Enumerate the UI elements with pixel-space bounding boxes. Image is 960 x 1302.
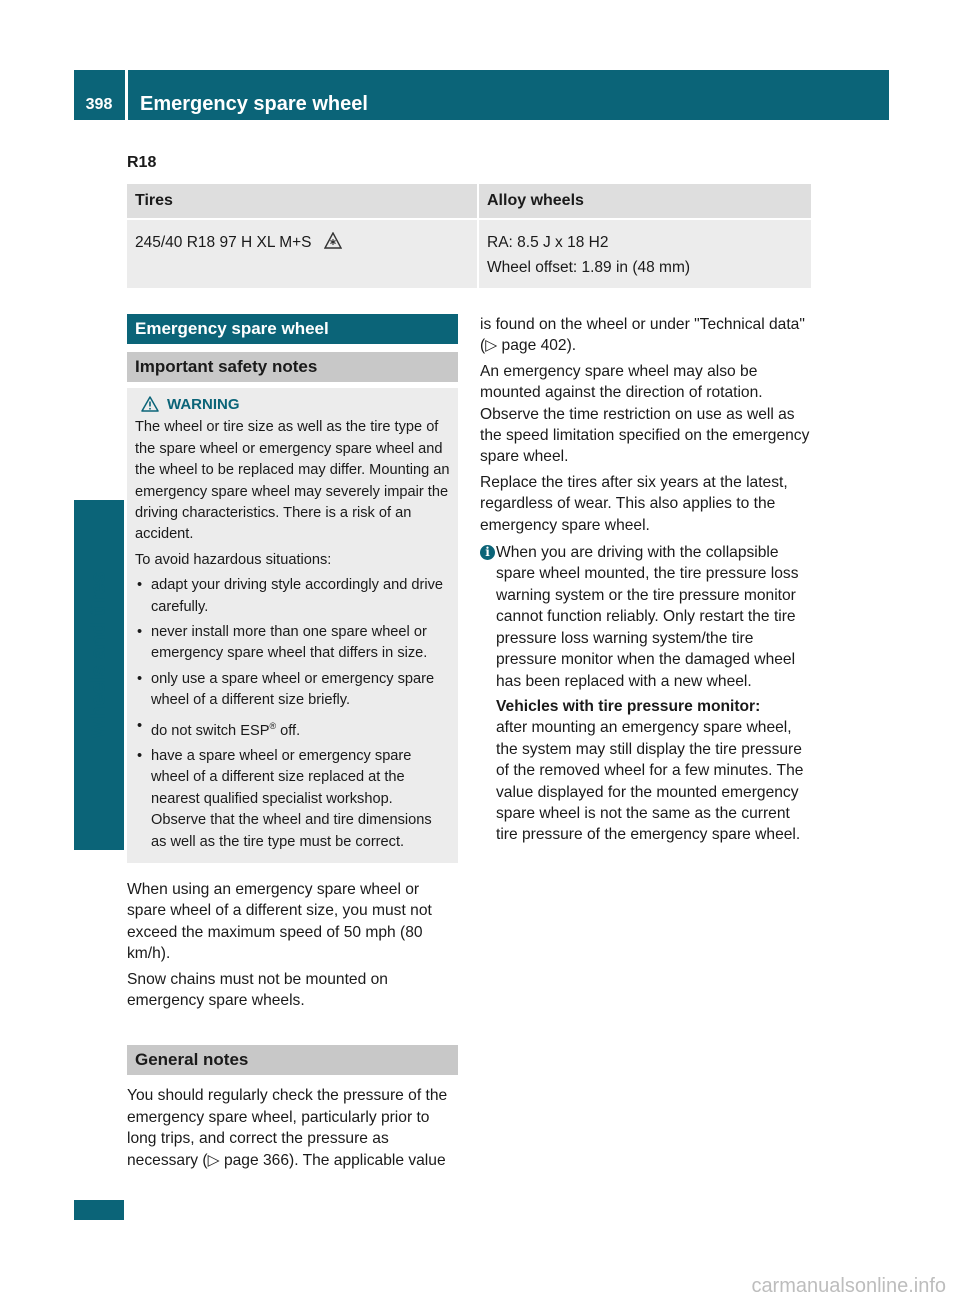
paragraph-general-notes xyxy=(127,1085,458,1171)
list-item: • have a spare wheel or emergency spare wheel of a different size replaced at the nearest qualified specialist workshop. Observe that the wheel and tire dimensions as well as the tire type must be correct. xyxy=(135,746,450,853)
general-notes-text: You should regularly check the pressure of the emergency spare wheel, particularly prior to long trips, and correct the pressure as necessary ( xyxy=(127,1087,448,1169)
snowflake-mountain-icon xyxy=(324,232,342,249)
table-cell-wheel xyxy=(478,219,811,288)
warning-title xyxy=(135,394,450,415)
vehicles-heading: Vehicles with tire pressure monitor: xyxy=(496,697,761,715)
page-header xyxy=(74,70,889,120)
warning-lead: To avoid hazardous situations: xyxy=(135,551,332,568)
left-column xyxy=(127,314,458,1175)
list-item: • never install more than one spare wheel or emergency spare wheel that differs in size. xyxy=(135,622,450,665)
info-icon: i xyxy=(480,545,495,560)
list-item: • adapt your driving style accordingly and drive carefully. xyxy=(135,575,450,618)
registered-mark: ® xyxy=(269,720,277,731)
info-note xyxy=(480,542,815,846)
subheading-important-safety-notes: Important safety notes xyxy=(127,352,458,382)
warning-box xyxy=(127,388,458,863)
warning-triangle-icon xyxy=(141,396,159,412)
table-cell-tire xyxy=(127,219,478,288)
page-reference-link[interactable]: page 402 xyxy=(501,337,567,355)
section-heading-emergency-spare-wheel: Emergency spare wheel xyxy=(127,314,458,344)
warning-title-text: WARNING xyxy=(167,396,240,413)
esp-text: do not switch ESP xyxy=(151,722,270,739)
table-header-alloy-wheels: Alloy wheels xyxy=(478,184,811,219)
continuation-text-end: ). xyxy=(566,337,577,355)
vehicles-text: after mounting an emergency spare wheel, the system may still display the tire pressure of the removed wheel for a few minutes. The value displayed for the mounted emergency spare wheel is not the same as the current tire pressure of the emergency spare wheel. xyxy=(496,719,804,844)
header-separator xyxy=(125,70,128,120)
tire-size: 245/40 R18 97 H XL M+S xyxy=(135,234,312,251)
side-tab-label: Wheels and tires xyxy=(87,571,110,739)
side-tab-block xyxy=(74,1200,124,1220)
table-header-tires: Tires xyxy=(127,184,478,219)
esp-text-end: off. xyxy=(276,722,301,739)
table-header-row xyxy=(127,184,811,219)
paragraph-rotation: An emergency spare wheel may also be mounted against the direction of rotation. Observe the time restriction on use as well as the speed limitation specified on the emergency spare wheel. xyxy=(480,362,810,466)
paragraph-replace-tires: Replace the tires after six years at the latest, regardless of wear. This also applies to the emergency spare wheel. xyxy=(480,473,788,534)
spec-table xyxy=(127,184,811,288)
page-reference-link[interactable]: page 366 xyxy=(223,1151,289,1169)
list-item-esp xyxy=(135,716,450,742)
right-column xyxy=(480,314,815,850)
table-section-label: R18 xyxy=(127,154,157,171)
arrow-right-icon: ▷ xyxy=(207,1151,220,1169)
page-number: 398 xyxy=(85,96,113,113)
arrow-right-icon: ▷ xyxy=(485,337,498,355)
table-row xyxy=(127,219,811,288)
paragraph-continuation xyxy=(480,314,815,357)
watermark: carmanualsonline.info xyxy=(751,1275,946,1297)
paragraph-speed-limit: When using an emergency spare wheel or spare wheel of a different size, you must not exceed the maximum speed of 50 mph (80 km/h). xyxy=(127,880,432,963)
list-item: • only use a spare wheel or emergency spare wheel of a different size briefly. xyxy=(135,669,450,712)
info-text: When you are driving with the collapsible spare wheel mounted, the tire pressure loss warning system or the tire pressure monitor cannot function reliably. Only restart the tire pressure loss warning system/the tire pressure monitor when the damaged wheel has been replaced with a new wheel. xyxy=(496,544,799,690)
subheading-general-notes: General notes xyxy=(127,1045,458,1075)
wheel-offset: Wheel offset: 1.89 in (48 mm) xyxy=(487,259,691,276)
page-title: Emergency spare wheel xyxy=(140,93,368,115)
wheel-spec: RA: 8.5 J x 18 H2 xyxy=(487,234,609,251)
warning-intro: The wheel or tire size as well as the tire type of the spare wheel or emergency spare wheel and the wheel to be replaced may differ. Mounting an emergency spare wheel may severely impair the driving characteristics. There is a risk of an accident. xyxy=(135,419,450,543)
general-notes-text-end: ). The applicable value xyxy=(289,1151,446,1169)
paragraph-snow-chains: Snow chains must not be mounted on emergency spare wheels. xyxy=(127,970,388,1010)
continuation-text: is found on the wheel or under "Technical data" ( xyxy=(480,316,805,355)
